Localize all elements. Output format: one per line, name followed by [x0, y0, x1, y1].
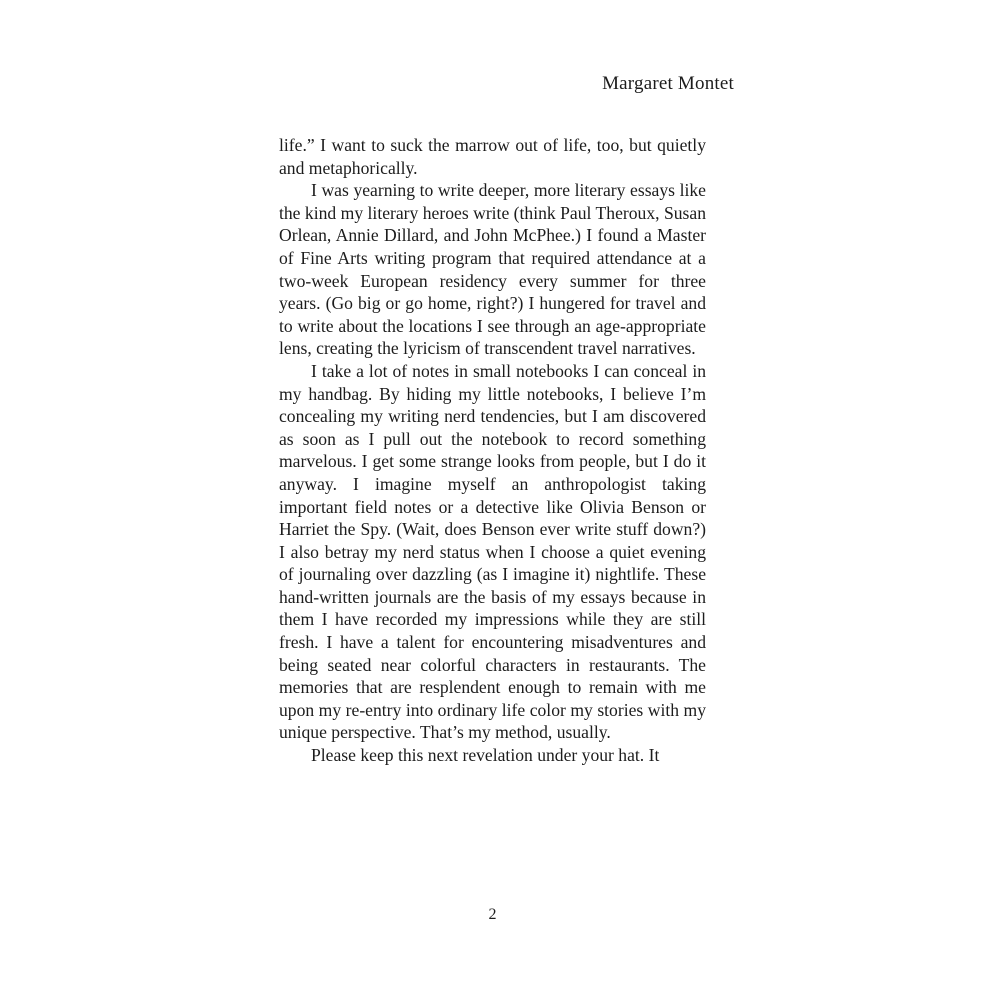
page-number: 2 [488, 906, 497, 923]
paragraph-notebooks: I take a lot of notes in small notebooks I can conceal in my handbag. By hiding my little notebooks, I believe I’m concealing my writing nerd tendencies, but I am discovered as soon as I pull out the notebook to record something marvelous. I get some strange looks from people, but I do it anyway. I imagine myself an anthropologist taking important field notes or a detective like Olivia Benson or Harriet the Spy. (Wait, does Benson ever write stuff down?) I also betray my nerd status when I choose a quiet evening of journaling over dazzling (as I imagine it) nightlife. These hand-written journals are the basis of my essays because in them I have recorded my impressions while they are still fresh. I have a talent for encountering misadventures and being seated near colorful characters in restaurants. The memories that are resplendent enough to remain with me upon my re-entry into ordinary life color my stories with my unique perspective. That’s my method, usually. [279, 360, 706, 743]
running-head-author: Margaret Montet [602, 73, 734, 94]
paragraph-literary-essays: I was yearning to write deeper, more literary essays like the kind my literary heroes write (think Paul Theroux, Susan Orlean, Annie Dillard, and John McPhee.) I found a Master of Fine Arts writing program that required attendance at a two-week European residency every summer for three years. (Go big or go home, right?) I hungered for travel and to write about the locations I see through an age-appropriate lens, creating the lyricism of transcendent travel narratives. [279, 180, 706, 359]
body-text [279, 134, 706, 767]
paragraph-continued: life.” I want to suck the marrow out of life, too, but quietly and metaphorically. [279, 135, 706, 178]
paragraph-revelation: Please keep this next revelation under your hat. It [311, 745, 660, 766]
